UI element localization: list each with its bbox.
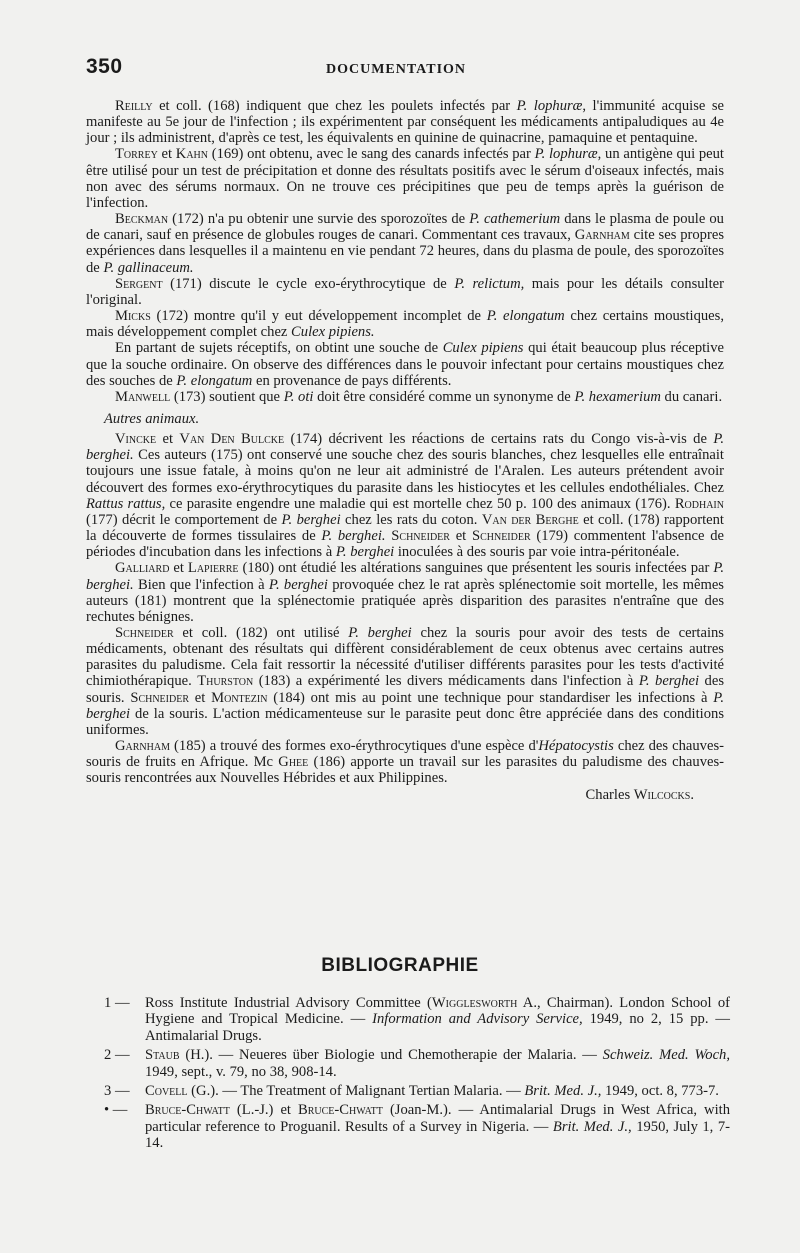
text-run: et coll. (178) rapportent la découverte de formes tissulaires de: [86, 511, 724, 545]
text-run: (172) n'a pu obtenir une survie des sporozoïtes de: [168, 211, 470, 228]
bibliography-entry: [86, 995, 730, 1044]
bibliography-entry: [86, 1083, 730, 1099]
author-name: Reilly: [115, 98, 153, 114]
text-run: 1949, sept., v. 79, no 38, 908-14.: [145, 1063, 337, 1080]
author-name: Lapierre: [187, 560, 239, 577]
text-run: (H.). — Neueres über Biologie und Chemotherapie der Malaria. —: [179, 1047, 603, 1064]
author-name: Montezin: [211, 689, 268, 706]
species-name: P. berghei: [348, 625, 412, 641]
author-signature: [86, 787, 724, 803]
author-name: Van der Berghe: [481, 511, 579, 528]
author-name: Torrey: [115, 146, 158, 163]
text-run: et: [189, 689, 212, 706]
species-name: P. berghei: [335, 544, 395, 561]
author-name: Schneider: [471, 528, 531, 545]
entry-number: 2 —: [104, 1047, 130, 1064]
species-name: P. berghei.: [86, 560, 724, 593]
bibliography-title: BIBLIOGRAPHIE: [321, 955, 479, 976]
paragraph-group-other-animals: [86, 431, 724, 786]
text-run: et coll. (182) ont utilisé: [173, 625, 349, 641]
species-name: Schweiz. Med. Woch,: [602, 1047, 730, 1064]
entry-number: • —: [104, 1102, 128, 1119]
paragraph: [86, 276, 724, 308]
text-run: chez la souris pour avoir des tests de certains médicaments, obtenant des résultats qui diffèrent considérablement de ceux obtenus avec certains autres parasites du paludisme. Cela fait ressortir la nécessité d'utiliser différents parasites pour les tests d'activité chimiothérapique.: [86, 625, 724, 690]
author-name: Ghee: [278, 754, 309, 771]
text-run: (G.). — The Treatment of Malignant Tertian Malaria. —: [187, 1083, 525, 1100]
text-run: en provenance de pays différents.: [252, 372, 452, 389]
text-run: Charles: [585, 786, 634, 803]
text-run: provoquée chez le rat après splénectomie soit mortelle, les mêmes auteurs (181) montrent que la splénectomie pratiquée après disparition des parasites n'entraîne que des rechutes bénignes.: [86, 576, 724, 625]
text-run: des souris.: [86, 673, 724, 706]
species-name: P. oti: [283, 388, 314, 405]
species-name: Information and Advisory Service,: [372, 1011, 583, 1028]
species-name: Culex pipiens: [442, 340, 524, 357]
running-head: DOCUMENTATION: [326, 62, 467, 77]
entry-number: 1 —: [104, 995, 130, 1011]
paragraph: [86, 340, 724, 388]
text-run: mais pour les détails consulter l'original.: [86, 275, 725, 308]
text-run: (169) ont obtenu, avec le sang des canards infectés par: [208, 146, 535, 163]
article-body: [86, 98, 724, 803]
text-run: chez certains moustiques, mais développement complet chez: [86, 308, 724, 341]
species-name: P. lophuræ: [516, 98, 583, 114]
author-name: Manwell: [115, 388, 171, 405]
species-name: Culex pipiens.: [291, 324, 375, 341]
paragraph: [86, 738, 724, 786]
text-run: et: [169, 560, 188, 577]
species-name: P. cathemerium: [469, 211, 561, 228]
text-run: ce parasite engendre une maladie qui est mortelle chez 50 p. 100 des animaux (176).: [165, 495, 675, 512]
species-name: P. lophuræ: [534, 146, 598, 163]
author-name: Wilcocks.: [633, 786, 694, 803]
author-name: Schneider: [130, 689, 189, 706]
text-run: Ces auteurs (175) ont conservé une souche chez des souris blanches, chez lesquelles elle entraînait toujours une issue fatale, à moins qu'on ne leur ait administré de l'Aralen. Les auteurs prétendent avoir découvert des formes exo-érythrocytiques du parasite dans les histiocytes et les cellules endothéliales. Chez: [86, 447, 724, 496]
author-name: Bruce-Chwatt: [298, 1102, 383, 1119]
text-run: de la souris. L'action médicamenteuse sur le parasite peut donc être appréciée dans des conditions uniformes.: [86, 705, 724, 738]
text-run: (184) ont mis au point une technique pour standardiser les infections à: [267, 689, 714, 706]
paragraph: [86, 211, 724, 276]
species-name: P. berghei: [86, 689, 724, 722]
species-name: P. gallinaceum.: [103, 259, 194, 276]
paragraph: [86, 625, 724, 738]
species-name: P. berghei: [268, 576, 328, 593]
section-heading: Autres animaux.: [104, 410, 200, 427]
text-run: (173) soutient que: [170, 388, 284, 405]
author-name: Staub: [145, 1047, 180, 1064]
text-run: et coll. (168) indiquent que chez les poulets infectés par: [152, 98, 517, 114]
page-number: 350: [86, 55, 123, 78]
author-name: Garnham: [115, 738, 170, 755]
species-name: P. berghei: [638, 673, 700, 690]
species-name: P. hexamerium: [574, 388, 661, 405]
species-name: P. berghei.: [86, 431, 724, 464]
text-run: chez les rats du coton.: [340, 511, 482, 528]
text-run: inoculées à des souris par voie intra-péritonéale.: [394, 544, 680, 561]
text-run: (185) a trouvé des formes exo-érythrocytiques d'une espèce d': [170, 738, 539, 755]
text-run: dans le plasma de poule ou de canari, sauf en présence de globules rouges de canari. Commentant ces travaux,: [86, 211, 724, 244]
text-run: doit être considéré comme un synonyme de: [313, 388, 575, 405]
text-run: , un antigène qui peut être utilisé pour un test de précipitation et donne des résultats positifs avec le sérum d'oiseaux infectés, mais non avec des sérums normaux. On ne trouve ces précipitines que peu de temps après la guérison de l'infection.: [86, 146, 724, 211]
text-run: (172) montre qu'il y eut développement incomplet de: [150, 308, 487, 325]
text-run: et: [157, 146, 176, 163]
author-name: Van Den Bulcke: [179, 431, 285, 448]
text-run: Ross Institute Industrial Advisory Committee (: [145, 995, 432, 1011]
text-run: (L.-J.) et: [229, 1102, 299, 1119]
text-run: (183) a expérimenté les divers médicaments dans l'infection à: [253, 673, 639, 690]
author-name: Vincke: [115, 431, 157, 448]
text-run: du canari.: [660, 388, 723, 405]
author-name: Thurston: [197, 673, 254, 690]
text-run: (186) apporte un travail sur les parasites du paludisme des chauves-souris rencontrées aux Nouvelles Hébrides et aux Philippines.: [86, 754, 725, 787]
text-run: 1949, no 2, 15 pp. — Antimalarial Drugs.: [145, 1011, 730, 1044]
author-name: Schneider: [115, 625, 174, 641]
paragraph: [86, 98, 724, 146]
author-name: Micks: [115, 308, 151, 325]
author-name: Wigglesworth: [431, 995, 518, 1011]
text-run: (174) décrivent les réactions de certains rats du Congo vis-à-vis de: [284, 431, 714, 448]
author-name: Garnham: [574, 227, 630, 244]
text-run: et: [449, 528, 472, 545]
paragraph: [86, 308, 724, 340]
text-run: , l'immunité acquise se manifeste au 5e jour de l'infection ; ils expérimentent par conséquent les médicaments antipaludiques au 4e jour ; ils administrent, d'après ce test, les équivalents en quinine de quinacrine, pamaquine et pentaquine.: [86, 98, 724, 147]
author-name: Schneider: [391, 528, 450, 545]
text-run: En partant de sujets réceptifs, on obtint une souche de: [115, 340, 443, 357]
bibliography-list: [86, 995, 730, 1155]
text-run: 1949, oct. 8, 773-7.: [601, 1083, 719, 1100]
bibliography-entry: [86, 1047, 730, 1080]
species-name: P. relictum,: [454, 275, 525, 292]
text-run: qui était beaucoup plus réceptive que la souche ordinaire. On observe des différences dans le pouvoir infectant pour certains moustiques chez des souches de: [86, 340, 724, 389]
text-run: (179) commentent l'absence de périodes d'incubation dans les infections à: [86, 528, 724, 561]
entry-number: 3 —: [104, 1083, 130, 1100]
bibliography-entry: [86, 1102, 730, 1151]
species-name: Brit. Med. J.,: [524, 1083, 602, 1100]
text-run: chez des chauves-souris de fruits en Afrique. Mc: [86, 738, 724, 771]
species-name: P. elongatum: [176, 372, 253, 389]
author-name: Kahn: [175, 146, 209, 163]
paragraph: [86, 146, 724, 211]
author-name: Bruce-Chwatt: [145, 1102, 230, 1119]
text-run: (177) décrit le comportement de: [86, 511, 282, 528]
text-run: Bien que l'infection à: [133, 576, 269, 593]
author-name: Covell: [145, 1083, 188, 1100]
author-name: Rodhain: [674, 495, 724, 512]
author-name: Beckman: [115, 211, 169, 228]
text-run: (180) ont étudié les altérations sanguines que présentent les souris infectées par: [238, 560, 714, 577]
paragraph: [86, 560, 724, 625]
species-name: Rattus rattus,: [86, 495, 166, 512]
species-name: P. berghei: [281, 511, 341, 528]
text-run: et: [156, 431, 180, 448]
author-name: Galliard: [115, 560, 170, 577]
species-name: Hépatocystis: [538, 738, 614, 755]
paragraph: [86, 389, 724, 405]
text-run: cite ses propres expériences dans lesquelles il a maintenu en vie pendant 72 heures, dans du plasma de poule, des sporozoïtes de: [86, 227, 724, 276]
species-name: P. elongatum: [486, 308, 565, 325]
text-run: (171) discute le cycle exo-érythrocytique de: [162, 275, 455, 292]
species-name: P. berghei.: [321, 528, 386, 545]
text-run: (Joan-M.). — Antimalarial Drugs in West Africa, with particular reference to Proguanil. Results of a Survey in Nigeria. —: [145, 1102, 730, 1135]
text-run: 1950, July 1, 7-14.: [145, 1118, 731, 1152]
species-name: Brit. Med. J.,: [552, 1118, 632, 1135]
paragraph-group-birds: [86, 98, 724, 405]
paragraph: [86, 431, 724, 560]
author-name: Sergent: [115, 275, 163, 292]
text-run: A., Chairman). London School of Hygiene and Tropical Medicine. —: [145, 995, 730, 1028]
